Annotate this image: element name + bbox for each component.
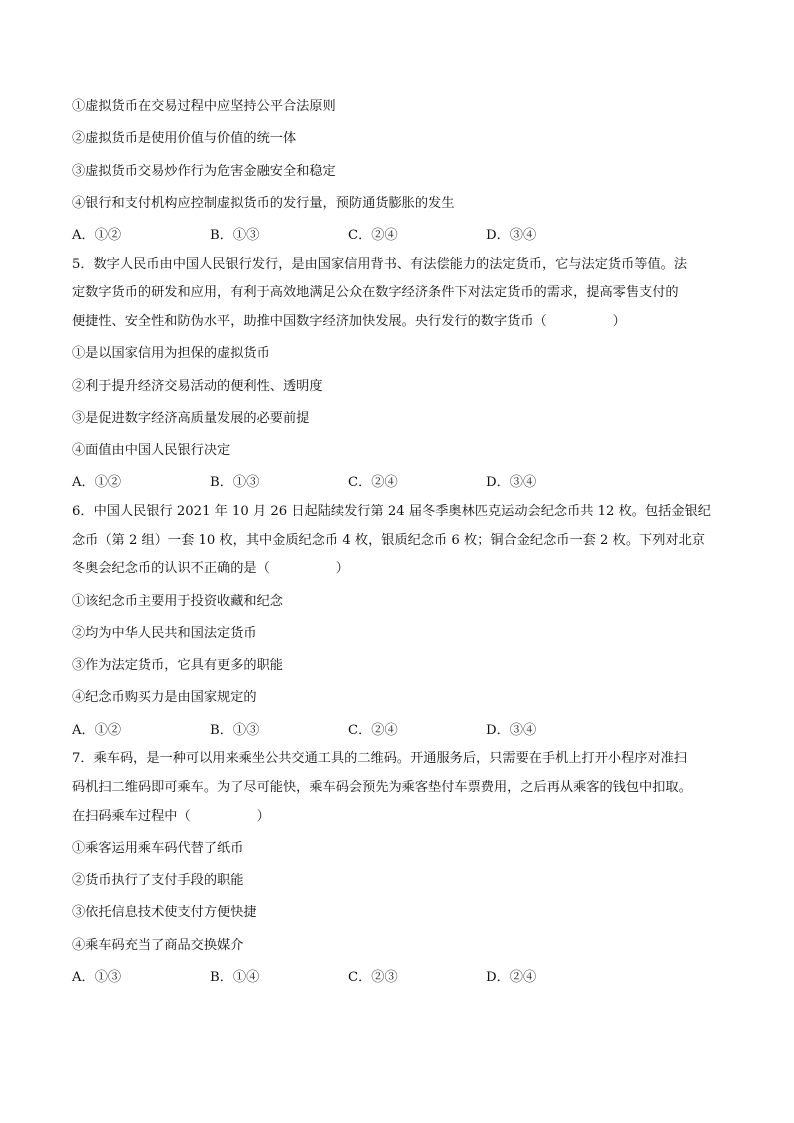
- option-item: ③作为法定货币，它具有更多的职能: [72, 658, 283, 674]
- choice-a[interactable]: A．①③: [72, 969, 122, 985]
- question-stem-line: 码机扫二维码即可乘车。为了尽可能快，乘车码会预先为乘客垫付车票费用，之后再从乘客的钱包中扣取。: [72, 779, 692, 795]
- choice-b[interactable]: B．①③: [210, 722, 260, 738]
- option-item: ②利于提升经济交易活动的便利性、透明度: [72, 378, 323, 394]
- choice-b[interactable]: B．①④: [210, 969, 260, 985]
- exam-page: [72, 98, 740, 998]
- option-item: ④银行和支付机构应控制虚拟货币的发行量，预防通货膨胀的发生: [72, 195, 455, 211]
- question-stem-line: 便捷性、安全性和防伪水平，助推中国数字经济加快发展。央行发行的数字货币（ ）: [72, 313, 626, 329]
- choice-c[interactable]: C．②③: [348, 969, 398, 985]
- option-item: ③依托信息技术使支付方便快捷: [72, 905, 257, 921]
- choice-c[interactable]: C．②④: [348, 722, 398, 738]
- choice-a[interactable]: A．①②: [72, 722, 122, 738]
- choice-d[interactable]: D．③④: [486, 228, 537, 244]
- choice-a[interactable]: A．①②: [72, 228, 122, 244]
- answer-choices: [72, 227, 740, 245]
- choice-c[interactable]: C．②④: [348, 228, 398, 244]
- option-item: ③是促进数字经济高质量发展的必要前提: [72, 410, 310, 426]
- choice-d[interactable]: D．③④: [486, 475, 537, 491]
- option-item: ①是以国家信用为担保的虚拟货币: [72, 346, 270, 362]
- question-stem-line: 定数字货币的研发和应用，有利于高效地满足公众在数字经济条件下对法定货币的需求，提高零售支付的: [72, 285, 679, 301]
- option-item: ③虚拟货币交易炒作行为危害金融安全和稳定: [72, 163, 336, 179]
- answer-choices: [72, 722, 740, 740]
- question-7: [72, 750, 740, 987]
- option-item: ②虚拟货币是使用价值与价值的统一体: [72, 131, 297, 147]
- question-stem-line: 5．数字人民币由中国人民银行发行，是由国家信用背书、有法偿能力的法定货币，它与法定货币等值。法: [72, 256, 688, 272]
- question-stem-line: 7．乘车码，是一种可以用来乘坐公共交通工具的二维码。开通服务后，只需要在手机上打开小程序对准扫: [72, 751, 688, 767]
- option-item: ④纪念币购买力是由国家规定的: [72, 690, 257, 706]
- question-4: [72, 98, 740, 245]
- option-item: ④乘车码充当了商品交换媒介: [72, 937, 244, 953]
- question-6: [72, 503, 740, 740]
- choice-c[interactable]: C．②④: [348, 475, 398, 491]
- choice-d[interactable]: D．③④: [486, 722, 537, 738]
- question-stem-line: 念币（第 2 组）一套 10 枚，其中金质纪念币 4 枚，银质纪念币 6 枚；铜合金纪念币一套 2 枚。下列对北京: [72, 532, 705, 548]
- choice-a[interactable]: A．①②: [72, 475, 122, 491]
- option-item: ④面值由中国人民银行决定: [72, 443, 231, 459]
- choice-b[interactable]: B．①③: [210, 228, 260, 244]
- question-stem-line: 6．中国人民银行 2021 年 10 月 26 日起陆续发行第 24 届冬季奥林匹克运动会纪念币共 12 枚。包括金银纪: [72, 504, 711, 520]
- choice-b[interactable]: B．①③: [210, 475, 260, 491]
- answer-choices: [72, 474, 740, 492]
- question-5: [72, 256, 740, 493]
- question-stem-line: 冬奥会纪念币的认识不正确的是（ ）: [72, 561, 349, 577]
- option-item: ②均为中华人民共和国法定货币: [72, 625, 257, 641]
- choice-d[interactable]: D．②④: [486, 969, 537, 985]
- option-item: ①虚拟货币在交易过程中应坚持公平合法原则: [72, 99, 336, 114]
- question-stem-line: 在扫码乘车过程中（ ）: [72, 808, 270, 824]
- option-item: ②货币执行了支付手段的职能: [72, 873, 244, 889]
- answer-choices: [72, 969, 740, 987]
- option-item: ①该纪念币主要用于投资收藏和纪念: [72, 593, 283, 609]
- option-item: ①乘客运用乘车码代替了纸币: [72, 840, 244, 856]
